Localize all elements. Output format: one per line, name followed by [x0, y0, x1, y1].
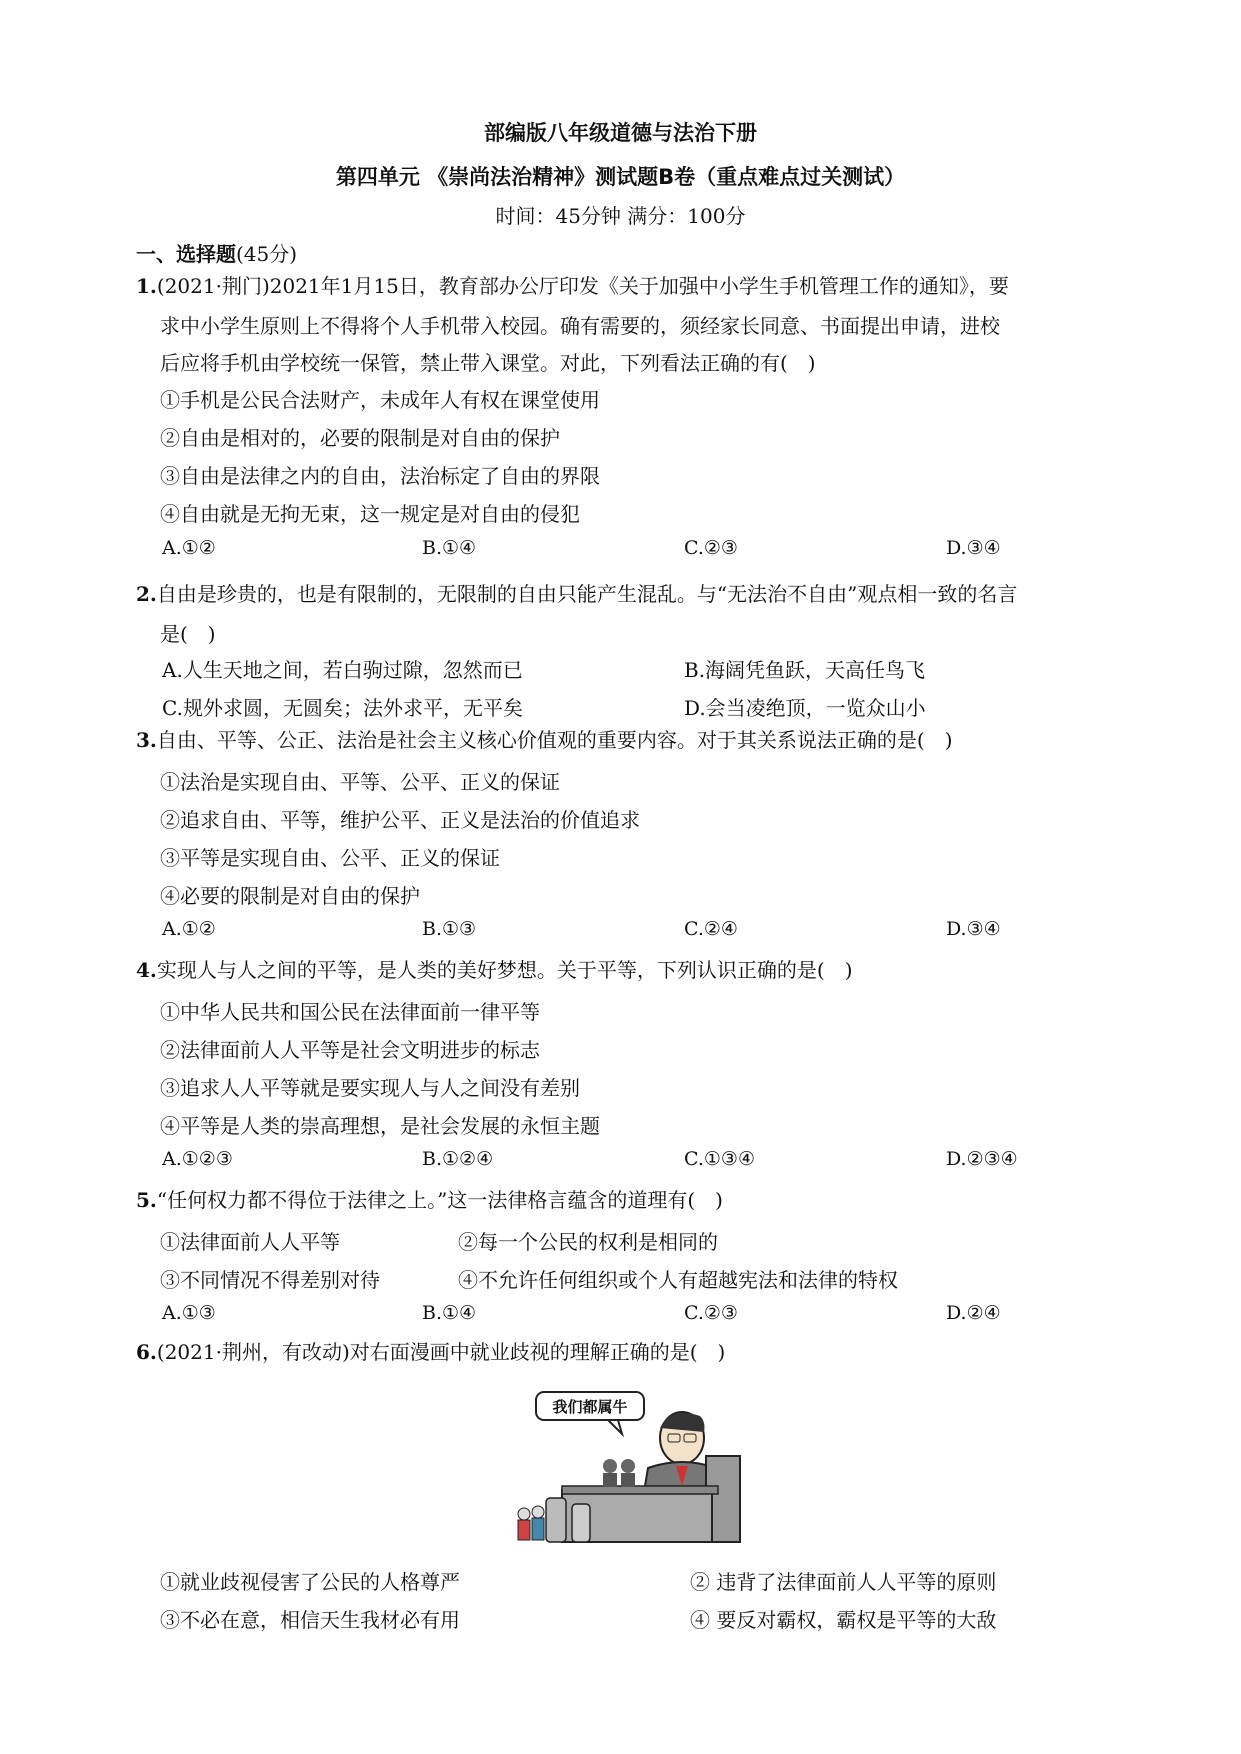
question-2 [136, 576, 1096, 613]
cartoon-speech-text: 我们都属牛 [552, 1398, 628, 1416]
statement-item: ②追求自由、平等，维护公平、正义是法治的价值追求 [160, 808, 640, 832]
option-a[interactable]: A.人生天地之间，若白驹过隙，忽然而已 [162, 658, 523, 682]
option-b[interactable]: B.①④ [422, 537, 477, 559]
statement-item: ②法律面前人人平等是社会文明进步的标志 [160, 1038, 540, 1062]
option-c[interactable]: C.①③④ [684, 1148, 755, 1170]
statement-item: ②自由是相对的，必要的限制是对自由的保护 [160, 426, 560, 450]
question-text: 自由、平等、公正、法治是社会主义核心价值观的重要内容。对于其关系说法正确的是( ) [156, 728, 953, 752]
question-number: 4. [136, 958, 157, 982]
statement-item: ①就业歧视侵害了公民的人格尊严 [160, 1570, 460, 1594]
question-text-cont: 是( ) [160, 622, 216, 646]
statement-item: ④必要的限制是对自由的保护 [160, 884, 420, 908]
section-heading [136, 238, 297, 267]
statement-item: ④ 要反对霸权，霸权是平等的大敌 [690, 1608, 997, 1632]
option-b[interactable]: B.①③ [422, 918, 477, 940]
option-c[interactable]: C.②③ [684, 537, 738, 559]
question-number: 5. [136, 1188, 157, 1212]
question-3 [136, 722, 1096, 759]
statement-item: ③平等是实现自由、公平、正义的保证 [160, 846, 500, 870]
option-c[interactable]: C.②③ [684, 1302, 738, 1324]
question-4 [136, 952, 1096, 989]
option-b[interactable]: B.①④ [422, 1302, 477, 1324]
question-number: 1. [136, 274, 157, 298]
question-number: 6. [136, 1340, 157, 1364]
exam-meta: 时间：45分钟 满分：100分 [495, 204, 746, 228]
section-score: (45分) [236, 242, 298, 266]
statement-item: ②每一个公民的权利是相同的 [458, 1230, 718, 1254]
option-c[interactable]: C.②④ [684, 918, 738, 940]
cartoon-illustration [510, 1386, 750, 1546]
option-a[interactable]: A.①②③ [162, 1148, 233, 1170]
option-a[interactable]: A.①② [162, 918, 216, 940]
section-label: 一、选择题 [136, 242, 236, 266]
question-1 [136, 268, 1096, 305]
option-d[interactable]: D.③④ [946, 918, 1001, 940]
question-number: 2. [136, 582, 157, 606]
statement-item: ①法律面前人人平等 [160, 1230, 340, 1254]
question-text: (2021·荆州，有改动)对右面漫画中就业歧视的理解正确的是( ) [156, 1340, 726, 1364]
question-5 [136, 1182, 1096, 1219]
statement-item: ④平等是人类的崇高理想，是社会发展的永恒主题 [160, 1114, 600, 1138]
option-c[interactable]: C.规外求圆，无圆矣；法外求平，无平矣 [162, 696, 523, 720]
statement-item: ③不必在意，相信天生我材必有用 [160, 1608, 460, 1632]
option-a[interactable]: A.①② [162, 537, 216, 559]
doc-subtitle: 第四单元 《崇尚法治精神》测试题B卷（重点难点过关测试） [335, 165, 906, 189]
statement-item: ④不允许任何组织或个人有超越宪法和法律的特权 [458, 1268, 898, 1292]
question-text: 自由是珍贵的，也是有限制的，无限制的自由只能产生混乱。与“无法治不自由”观点相一致的名言 [156, 582, 1018, 606]
question-text: “任何权力都不得位于法律之上。”这一法律格言蕴含的道理有( ) [156, 1188, 723, 1212]
question-text: (2021·荆门)2021年1月15日，教育部办公厅印发《关于加强中小学生手机管理工作的通知》，要 [156, 274, 1009, 298]
option-d[interactable]: D.②④ [946, 1302, 1001, 1324]
question-text-cont: 后应将手机由学校统一保管，禁止带入课堂。对此，下列看法正确的有( ) [160, 351, 816, 375]
statement-item: ③追求人人平等就是要实现人与人之间没有差别 [160, 1076, 580, 1100]
doc-title: 部编版八年级道德与法治下册 [484, 121, 757, 145]
question-6 [136, 1334, 1096, 1371]
cartoon-drawing [510, 1386, 750, 1546]
option-d[interactable]: D.会当凌绝顶，一览众山小 [684, 696, 926, 720]
option-b[interactable]: B.海阔凭鱼跃，天高任鸟飞 [684, 658, 926, 682]
statement-item: ①中华人民共和国公民在法律面前一律平等 [160, 1000, 540, 1024]
option-a[interactable]: A.①③ [162, 1302, 216, 1324]
statement-item: ③不同情况不得差别对待 [160, 1268, 380, 1292]
option-d[interactable]: D.③④ [946, 537, 1001, 559]
option-b[interactable]: B.①②④ [422, 1148, 494, 1170]
question-text-cont: 求中小学生原则上不得将个人手机带入校园。确有需要的，须经家长同意、书面提出申请，进校 [160, 314, 1000, 338]
statement-item: ①法治是实现自由、平等、公平、正义的保证 [160, 770, 560, 794]
option-d[interactable]: D.②③④ [946, 1148, 1018, 1170]
statement-item: ④自由就是无拘无束，这一规定是对自由的侵犯 [160, 502, 580, 526]
statement-item: ③自由是法律之内的自由，法治标定了自由的界限 [160, 464, 600, 488]
question-text: 实现人与人之间的平等，是人类的美好梦想。关于平等，下列认识正确的是( ) [156, 958, 853, 982]
statement-item: ①手机是公民合法财产，未成年人有权在课堂使用 [160, 388, 600, 412]
question-number: 3. [136, 728, 157, 752]
statement-item: ② 违背了法律面前人人平等的原则 [690, 1570, 997, 1594]
